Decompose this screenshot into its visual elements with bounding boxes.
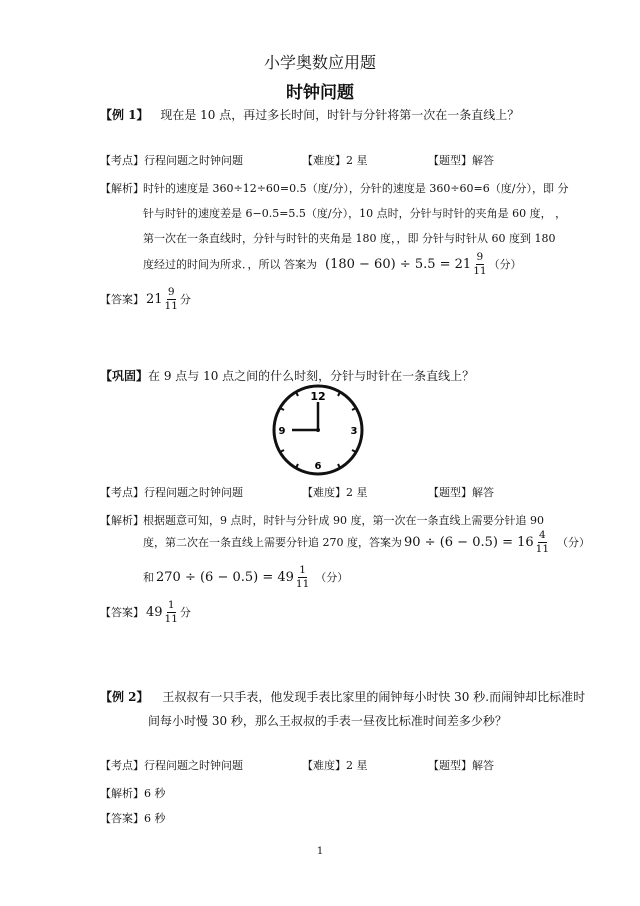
clock-number-3: 3 [350, 426, 358, 437]
jiexi-text: 度经过的时间为所求．，所以 答案为 [143, 258, 317, 271]
example-1-jiexi-line-4 [143, 252, 522, 276]
math-expression: 270 ÷ (6 − 0.5) = 49 [156, 569, 294, 585]
daan-label: 【答案】 [100, 606, 144, 619]
clock-number-6: 6 [314, 461, 322, 472]
example-2-question [100, 688, 585, 705]
clock-number-9: 9 [278, 426, 286, 437]
tixing-value: 解答 [472, 154, 494, 167]
gonggu-kaodian [100, 484, 243, 500]
example-2-question-line-1: 王叔叔有一只手表，他发现手表比家里的闹钟每小时快 30 秒.而闹钟却比标准时 [162, 690, 586, 704]
gonggu-jiexi-label: 【解析】 [100, 514, 144, 527]
example-2-tag: 【例 2】 [100, 690, 149, 704]
kaodian-label: 【考点】 [100, 759, 144, 772]
daan-label: 【答案】 [100, 812, 144, 825]
math-expression: 90 ÷ (6 − 0.5) = 16 [404, 534, 534, 550]
fraction [535, 530, 550, 554]
example-2-kaodian [100, 757, 243, 773]
example-1-question-text: 现在是 10 点，再过多长时间，时针与分针将第一次在一条直线上？ [160, 108, 520, 122]
fraction [295, 565, 310, 589]
page-number: 1 [316, 846, 324, 857]
fraction-numerator: 4 [539, 529, 546, 541]
example-1-nandu [302, 152, 368, 168]
unit: （分） [488, 258, 522, 271]
example-1-tixing [428, 152, 494, 168]
nandu-value: 2 星 [346, 486, 368, 499]
fraction [472, 252, 487, 276]
fraction-numerator: 9 [167, 286, 175, 298]
example-1-tag: 【例 1】 [100, 108, 149, 122]
gonggu-tixing [428, 484, 494, 500]
clock-image [270, 382, 366, 478]
nandu-label: 【难度】 [302, 759, 346, 772]
tixing-value: 解答 [472, 486, 494, 499]
clock-center [316, 428, 320, 432]
example-1-jiexi-line-1: 时针的速度是 360÷12÷60=0.5（度/分），分针的速度是 360÷60=6（度/分），即 分 [143, 182, 569, 195]
daan-label: 【答案】 [100, 293, 144, 306]
tixing-label: 【题型】 [428, 486, 472, 499]
unit: 分 [179, 606, 191, 619]
gonggu-nandu [302, 484, 368, 500]
example-2-nandu [302, 757, 368, 773]
nandu-label: 【难度】 [302, 154, 346, 167]
unit: （分） [315, 571, 349, 584]
gonggu-jiexi-line-3 [143, 565, 348, 589]
daan-value: 6 秒 [144, 812, 166, 825]
gonggu-jiexi-line-1: 根据题意可知，9 点时，时针与分针成 90 度，第一次在一条直线上需要分针追 90 [143, 514, 544, 527]
example-2-answer [100, 810, 166, 826]
kaodian-value: 行程问题之时钟问题 [144, 759, 243, 772]
nandu-value: 2 星 [346, 759, 368, 772]
example-1-answer [100, 287, 191, 311]
document-title: 小学奥数应用题 [263, 53, 376, 72]
example-2-question-line-2: 间每小时慢 30 秒，那么王叔叔的手表一昼夜比标准时间差多少秒？ [148, 714, 507, 728]
jiexi-value: 6 秒 [144, 787, 166, 800]
gonggu-question-text: 在 9 点与 10 点之间的什么时刻，分针与时针在一条直线上？ [148, 369, 475, 383]
answer-whole: 21 [146, 291, 163, 307]
nandu-value: 2 星 [346, 154, 368, 167]
gonggu-answer [100, 600, 191, 624]
fraction-denominator: 11 [535, 542, 550, 555]
unit: （分） [557, 536, 591, 549]
gonggu-tag: 【巩固】 [100, 369, 149, 383]
gonggu-jiexi-line-2 [143, 530, 590, 554]
example-2-tixing [428, 757, 494, 773]
section-title: 时钟问题 [286, 83, 354, 103]
fraction [164, 287, 179, 311]
nandu-label: 【难度】 [302, 486, 346, 499]
fraction-numerator: 9 [476, 251, 484, 263]
fraction-denominator: 11 [473, 264, 487, 277]
jiexi-text: 度，第二次在一条直线上需要分针追 270 度，答案为 [143, 536, 402, 549]
jiexi-text: 和 [143, 571, 154, 584]
jiexi-label: 【解析】 [100, 787, 144, 800]
kaodian-value: 行程问题之时钟问题 [144, 154, 243, 167]
kaodian-value: 行程问题之时钟问题 [144, 486, 243, 499]
math-expression: (180 − 60) ÷ 5.5 = 21 [325, 256, 472, 272]
example-2-jiexi [100, 785, 166, 801]
fraction-denominator: 11 [164, 612, 178, 625]
example-1-jiexi-label: 【解析】 [100, 182, 144, 195]
kaodian-label: 【考点】 [100, 486, 144, 499]
tixing-label: 【题型】 [428, 759, 472, 772]
fraction-numerator: 1 [167, 599, 175, 611]
example-1-jiexi-line-3: 第一次在一条直线时，分针与时针的夹角是 180 度，，即 分针与时针从 60 度到 180 [143, 232, 556, 245]
example-1-kaodian [100, 152, 243, 168]
answer-whole: 49 [146, 604, 163, 620]
clock-number-12: 12 [310, 390, 326, 403]
example-1-question [100, 106, 519, 123]
fraction-numerator: 1 [299, 564, 306, 576]
tixing-value: 解答 [472, 759, 494, 772]
kaodian-label: 【考点】 [100, 154, 144, 167]
unit: 分 [179, 293, 191, 306]
fraction-denominator: 11 [164, 299, 178, 312]
example-1-jiexi-line-2: 针与时针的速度差是 6−0.5=5.5（度/分），10 点时，分针与时针的夹角是 60 度， ， [143, 207, 567, 220]
tixing-label: 【题型】 [428, 154, 472, 167]
fraction-denominator: 11 [295, 577, 310, 590]
fraction [164, 600, 179, 624]
